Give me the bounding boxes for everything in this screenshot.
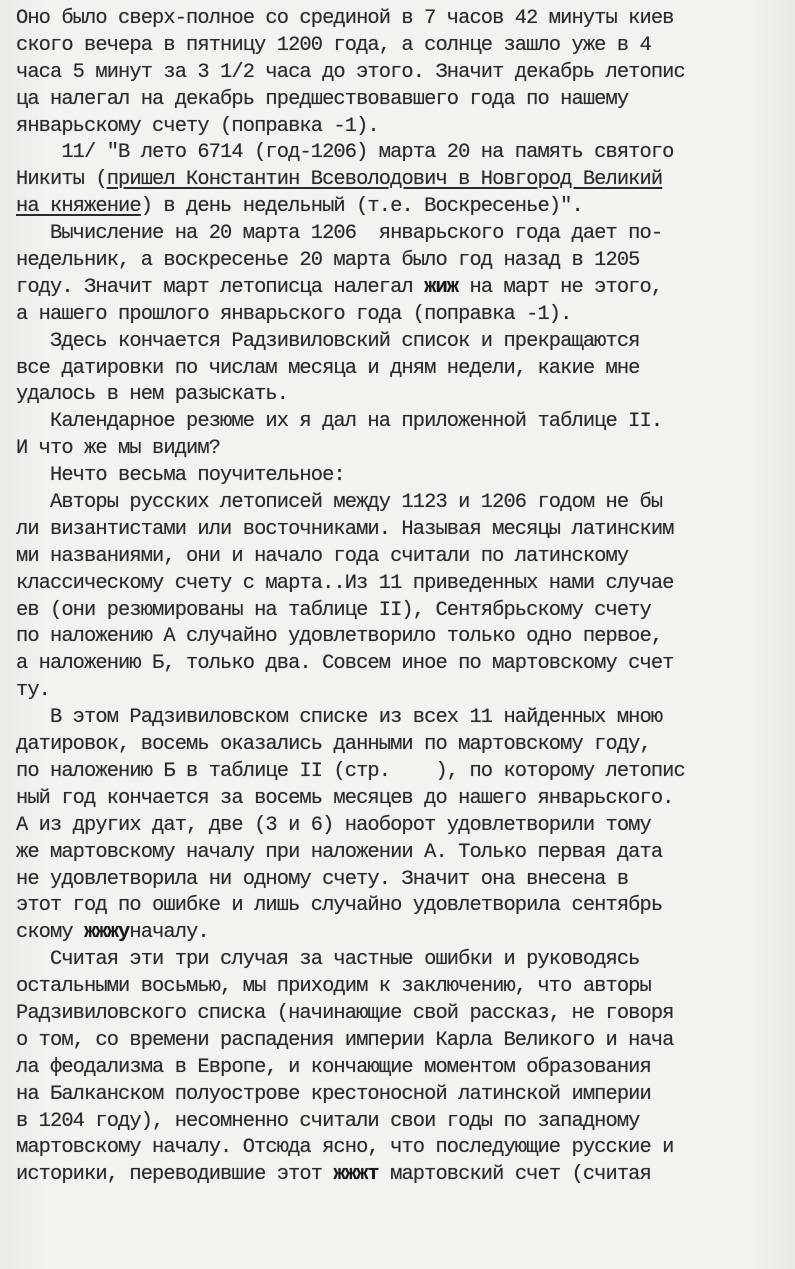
text-line	[16, 732, 786, 759]
text-line	[16, 1109, 786, 1136]
text-line	[16, 947, 786, 974]
line-text: мартовский счет (считая	[378, 1163, 651, 1187]
text-line	[16, 329, 786, 356]
line-text: ев (они резюмированы на таблице II), Сентябрьскому счету	[16, 598, 651, 622]
line-text: Здесь кончается Радзивиловский список и прекращаются	[16, 329, 640, 353]
line-text: январьскому счету (поправка -1).	[16, 114, 379, 138]
line-text: ту.	[16, 679, 51, 703]
text-line	[16, 1055, 786, 1082]
text-line	[16, 651, 786, 678]
underlined-text: на княжение	[16, 195, 141, 219]
text-line	[16, 33, 786, 60]
line-text: Радзивиловского списка (начинающие свой рассказ, не говоря	[16, 1001, 674, 1025]
line-text: Считая эти три случая за частные ошибки и руководясь	[16, 948, 640, 972]
document-body	[16, 6, 786, 1189]
line-text: не удовлетворила ни одному счету. Значит она внесена в	[16, 867, 629, 891]
line-text: мартовскому началу. Отсюда ясно, что последующие русские и	[16, 1136, 674, 1160]
text-line	[16, 436, 786, 463]
text-line	[16, 624, 786, 651]
text-line	[16, 221, 786, 248]
text-line	[16, 759, 786, 786]
line-text: И что же мы видим?	[16, 437, 221, 461]
line-text: ского вечера в пятницу 1200 года, а солнце зашло уже в 4	[16, 33, 651, 57]
struck-out-text: жжжт	[333, 1163, 379, 1187]
line-text: по наложению А случайно удовлетворило только одно первое,	[16, 625, 663, 649]
line-text: о том, со времени распадения империи Карла Великого и нача	[16, 1028, 674, 1052]
struck-out-text: жжжу	[84, 921, 130, 945]
text-line	[16, 194, 786, 221]
text-line	[16, 705, 786, 732]
text-line	[16, 114, 786, 141]
text-line	[16, 571, 786, 598]
line-text: Вычисление на 20 марта 1206 январьского года дает по-	[16, 222, 663, 246]
line-text: по наложению Б в таблице II (стр. ), по которому летопис	[16, 759, 685, 783]
text-line	[16, 1135, 786, 1162]
line-text: часа 5 минут за 3 1/2 часа до этого. Значит декабрь летопис	[16, 60, 685, 84]
line-text: году. Значит март летописца налегал	[16, 275, 425, 299]
underlined-text: пришел Константин Всеволодович в Новгород Великий	[106, 168, 663, 192]
struck-out-text: жиж	[424, 275, 459, 299]
text-line	[16, 517, 786, 544]
line-text: Оно было сверх-полное со срединой в 7 часов 42 минуты киев	[16, 7, 674, 30]
line-text: Никиты (	[16, 168, 107, 192]
text-line	[16, 6, 786, 33]
line-text: историки, переводившие этот	[16, 1163, 334, 1187]
line-text: началу.	[129, 921, 209, 945]
text-line	[16, 678, 786, 705]
text-line	[16, 840, 786, 867]
text-line	[16, 1162, 786, 1189]
line-text: ный год кончается за восемь месяцев до нашего январьского.	[16, 786, 674, 810]
line-text: ли византистами или восточниками. Называя месяцы латинским	[16, 517, 674, 541]
line-text: ми названиями, они и начало года считали по латинскому	[16, 544, 629, 568]
line-text: скому	[16, 921, 85, 945]
text-line	[16, 87, 786, 114]
line-text: недельник, а воскресенье 20 марта было год назад в 1205	[16, 249, 640, 273]
line-text: остальными восьмью, мы приходим к заключению, что авторы	[16, 975, 651, 999]
line-text: на Балканском полуострове крестоносной латинской империи	[16, 1082, 651, 1106]
text-line	[16, 248, 786, 275]
text-line	[16, 140, 786, 167]
line-text: а нашего прошлого январьского года (поправка -1).	[16, 302, 572, 326]
line-text: этот год по ошибке и лишь случайно удовлетворила сентябрь	[16, 894, 663, 918]
text-line	[16, 867, 786, 894]
text-line	[16, 893, 786, 920]
text-line	[16, 786, 786, 813]
line-text: все датировки по числам месяца и дням недели, какие мне	[16, 356, 640, 380]
text-line	[16, 490, 786, 517]
text-line	[16, 167, 786, 194]
line-text: датировок, восемь оказались данными по мартовскому году,	[16, 733, 651, 757]
text-line	[16, 813, 786, 840]
line-text: Нечто весьма поучительное:	[16, 464, 345, 488]
line-text: А из других дат, две (3 и 6) наоборот удовлетворили тому	[16, 813, 651, 837]
text-line	[16, 920, 786, 947]
text-line	[16, 382, 786, 409]
text-line	[16, 1082, 786, 1109]
text-line	[16, 1001, 786, 1028]
text-line	[16, 275, 786, 302]
text-line	[16, 302, 786, 329]
line-text: классическому счету с марта..Из 11 приведенных нами случае	[16, 571, 674, 595]
line-text: ) в день недельный (т.е. Воскресенье)".	[140, 195, 583, 219]
line-text: в 1204 году), несомненно считали свои годы по западному	[16, 1109, 640, 1133]
text-line	[16, 60, 786, 87]
line-text: удалось в нем разыскать.	[16, 383, 289, 407]
text-line	[16, 598, 786, 625]
text-line	[16, 1028, 786, 1055]
line-text: Авторы русских летописей между 1123 и 1206 годом не бы	[16, 491, 663, 515]
text-line	[16, 463, 786, 490]
line-text: В этом Радзивиловском списке из всех 11 найденных мною	[16, 706, 663, 730]
line-text: а наложению Б, только два. Совсем иное по мартовскому счет	[16, 652, 674, 676]
line-text: на март не этого,	[458, 275, 663, 299]
line-text: Календарное резюме их я дал на приложенной таблице II.	[16, 410, 663, 434]
text-line	[16, 356, 786, 383]
line-text: ца налегал на декабрь предшествовавшего года по нашему	[16, 87, 629, 111]
line-text: 11/ "В лето 6714 (год-1206) марта 20 на память святого	[16, 141, 674, 165]
text-line	[16, 544, 786, 571]
line-text: же мартовскому началу при наложении А. Только первая дата	[16, 840, 663, 864]
text-line	[16, 409, 786, 436]
text-line	[16, 974, 786, 1001]
line-text: ла феодализма в Европе, и кончающие моментом образования	[16, 1055, 651, 1079]
